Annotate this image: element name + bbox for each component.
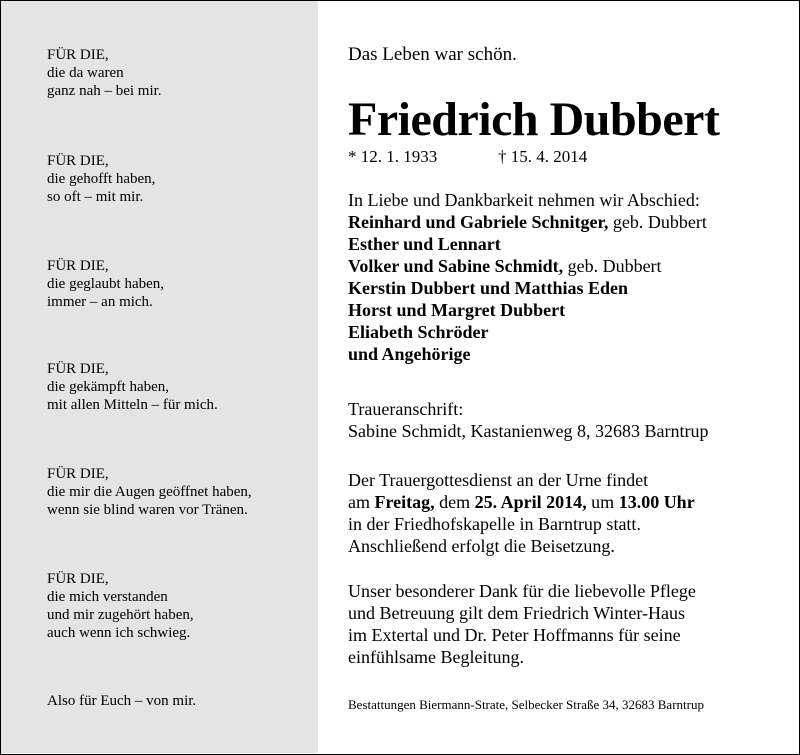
poem-line: die gehofft haben,: [47, 171, 156, 187]
poem-line: so oft – mit mir.: [47, 189, 144, 205]
poem-line: die mich verstanden: [47, 589, 168, 605]
service-word: am: [348, 492, 375, 512]
service-date: 25. April 2014,: [474, 492, 587, 512]
mourner-name: Volker und Sabine Schmidt,: [348, 256, 564, 276]
service-time: 13.00 Uhr: [618, 492, 695, 512]
thanks-line: Unser besonderer Dank für die liebevolle Pflege: [348, 581, 696, 601]
poem-line: FÜR DIE,: [47, 153, 109, 169]
mourner-name: Reinhard und Gabriele Schnitger,: [348, 212, 609, 232]
poem-line: wenn sie blind waren vor Tränen.: [47, 502, 248, 518]
service-block: [348, 469, 695, 557]
poem-line: und mir zugehört haben,: [47, 607, 194, 623]
service-line: in der Friedhofskapelle in Barntrup statt.: [348, 514, 641, 534]
poem-stanza: [47, 570, 194, 642]
poem-line: die mir die Augen geöffnet haben,: [47, 484, 252, 500]
thanks-line: und Betreuung gilt dem Friedrich Winter-Haus: [348, 603, 686, 623]
poem-column: [1, 1, 318, 753]
poem-stanza: [47, 360, 218, 414]
poem-line: mit allen Mitteln – für mich.: [47, 397, 218, 413]
service-line: Anschließend erfolgt die Beisetzung.: [348, 536, 615, 556]
mourner-name: Esther und Lennart: [348, 234, 501, 254]
mourner-line: [348, 343, 707, 365]
poem-line: die gekämpft haben,: [47, 379, 170, 395]
service-line: [348, 491, 695, 513]
poem-closing: Also für Euch – von mir.: [47, 693, 197, 709]
intro-line: Das Leben war schön.: [348, 44, 517, 65]
address-text: Sabine Schmidt, Kastanienweg 8, 32683 Barntrup: [348, 421, 709, 441]
poem-line: FÜR DIE,: [47, 258, 109, 274]
deceased-name: Friedrich Dubbert: [348, 93, 720, 146]
address-label: Traueranschrift:: [348, 399, 464, 419]
mourner-line: [348, 211, 707, 233]
death-date: † 15. 4. 2014: [498, 147, 588, 166]
poem-line: ganz nah – bei mir.: [47, 83, 162, 99]
mourner-name: Kerstin Dubbert und Matthias Eden: [348, 278, 629, 298]
mourner-name: Horst und Margret Dubbert: [348, 300, 566, 320]
thanks-block: [348, 580, 696, 668]
mourner-note: geb. Dubbert: [563, 256, 662, 276]
poem-stanza: [47, 152, 155, 206]
service-line: Der Trauergottesdienst an der Urne findet: [348, 470, 649, 490]
poem-line: FÜR DIE,: [47, 571, 109, 587]
poem-stanza: [47, 465, 252, 519]
mourner-line: [348, 321, 707, 343]
mourner-name: Eliabeth Schröder: [348, 322, 489, 342]
poem-line: die geglaubt haben,: [47, 276, 165, 292]
poem-stanza: [47, 46, 162, 100]
birth-date: * 12. 1. 1933: [348, 147, 438, 166]
mourner-name: und Angehörige: [348, 344, 471, 364]
poem-line: FÜR DIE,: [47, 466, 109, 482]
poem-line: immer – an mich.: [47, 294, 153, 310]
service-day: Freitag,: [374, 492, 435, 512]
life-dates: [348, 147, 588, 167]
poem-line: FÜR DIE,: [47, 47, 109, 63]
thanks-line: im Extertal und Dr. Peter Hoffmanns für seine: [348, 625, 681, 645]
mourner-note: geb. Dubbert: [608, 212, 707, 232]
poem-line: auch wenn ich schwieg.: [47, 625, 191, 641]
mourner-line: [348, 255, 707, 277]
funeral-home-footer: Bestattungen Biermann-Strate, Selbecker Straße 34, 32683 Barntrup: [348, 697, 704, 712]
mourner-line: [348, 277, 707, 299]
service-word: um: [586, 492, 619, 512]
service-word: dem: [434, 492, 475, 512]
poem-line: FÜR DIE,: [47, 361, 109, 377]
mourners-block: [348, 189, 707, 365]
mourner-line: [348, 299, 707, 321]
thanks-line: einfühlsame Begleitung.: [348, 647, 524, 667]
mourner-line: [348, 233, 707, 255]
mourners-intro: In Liebe und Dankbarkeit nehmen wir Abschied:: [348, 190, 700, 210]
poem-line: die da waren: [47, 65, 124, 81]
address-block: [348, 398, 708, 442]
poem-stanza: [47, 257, 164, 311]
